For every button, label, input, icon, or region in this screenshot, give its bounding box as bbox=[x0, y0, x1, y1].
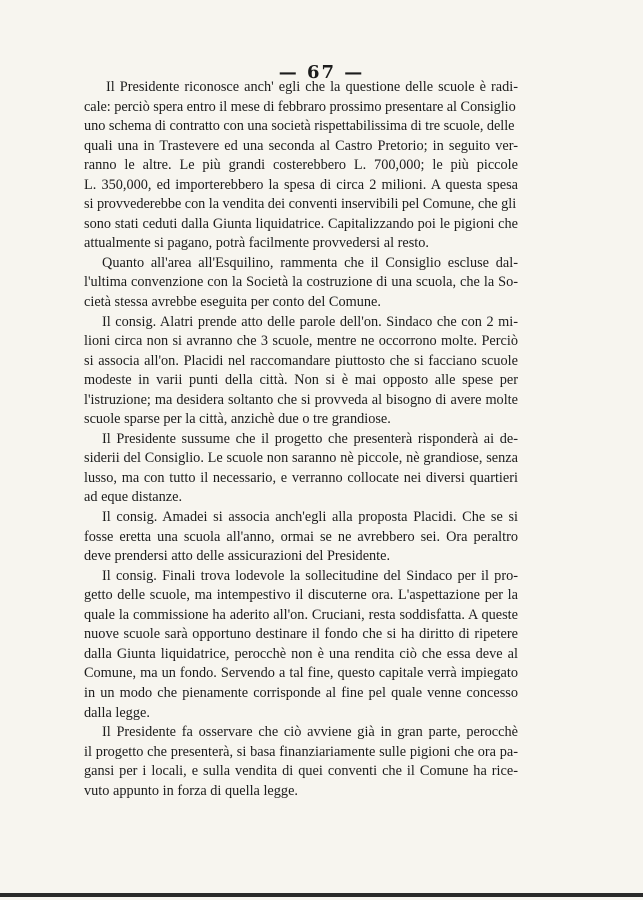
text-line: Quanto all'area all'Esquilino, rammenta che il Consiglio escluse dal- bbox=[102, 254, 518, 271]
body-text bbox=[84, 78, 518, 801]
paragraph bbox=[84, 567, 518, 723]
text-line: lusso, ma con tutto il necessario, e verranno collocate nei diversi quartieri bbox=[84, 469, 518, 486]
text-line: ranno le altre. Le più grandi costerebbero L. 700,000; le più piccole bbox=[84, 157, 518, 174]
text-line: sono stati ceduti dalla Giunta liquidatrice. Capitalizzando poi le pigioni che bbox=[84, 215, 518, 232]
text-line: Il Presidente riconosce anch' egli che la questione delle scuole è radi- bbox=[106, 79, 518, 95]
text-line: scuole sparse per la città, anzichè due o tre grandiose. bbox=[84, 411, 391, 428]
text-line: Il Presidente fa osservare che ciò avviene già in gran parte, perocchè bbox=[102, 724, 518, 741]
text-line: fosse eretta una scuola all'anno, ormai se ne avrebbero sei. Ora peraltro bbox=[84, 528, 518, 545]
text-line: Comune, ma un fondo. Servendo a tal fine, questo capitale verrà impiegato bbox=[84, 665, 518, 682]
text-line: deve prendersi atto delle assicurazioni del Presidente. bbox=[84, 548, 391, 565]
text-line: ad eque distanze. bbox=[84, 489, 183, 506]
paragraph bbox=[84, 430, 518, 508]
text-line: Il consig. Amadei si associa anch'egli alla proposta Placidi. Che se si bbox=[102, 509, 518, 526]
text-line: L. 350,000, ed importerebbero la spesa di circa 2 milioni. A questa spesa bbox=[84, 176, 518, 193]
text-line: dalla Giunta liquidatrice, perocchè non è una rendita ciò che essa deve al bbox=[84, 645, 518, 662]
text-line: modeste in varii punti della città. Non si è mai opposto alle spese per bbox=[84, 372, 518, 389]
text-line: uno schema di contratto con una società rispettabilissima di tre scuole, delle bbox=[84, 118, 515, 135]
paragraph bbox=[84, 313, 518, 430]
text-line: cale: perciò spera entro il mese di febbraro prossimo presentare al Consiglio bbox=[84, 98, 516, 115]
text-line: nuove scuole sarà opportuno destinare il fondo che si ha diritto di ripetere bbox=[84, 626, 518, 643]
text-line: quale la commissione ha aderito all'on. Cruciani, resta soddisfatta. A queste bbox=[84, 606, 518, 623]
page-number: — 67 — bbox=[278, 62, 365, 83]
text-line: getto delle scuole, ma intempestivo il discuterne ora. L'aspettazione per la bbox=[84, 587, 518, 604]
paragraph bbox=[84, 723, 518, 801]
bottom-rule bbox=[0, 893, 643, 897]
text-line: siderii del Consiglio. Le scuole non saranno nè piccole, nè grandiose, senza bbox=[84, 450, 518, 467]
text-line: quali una in Trastevere ed una seconda al Castro Pretorio; in seguito ver- bbox=[84, 137, 518, 154]
text-line: cietà stessa avrebbe eseguita per conto del Comune. bbox=[84, 294, 381, 311]
text-line: il progetto che presenterà, si basa finanziariamente sulle pigioni che ora pa- bbox=[84, 743, 518, 760]
text-line: si provvederebbe con la vendita dei conventi inservibili pel Comune, che gli bbox=[84, 196, 517, 213]
text-line: Il Presidente sussume che il progetto che presenterà risponderà ai de- bbox=[102, 430, 518, 447]
paragraph bbox=[84, 254, 518, 313]
text-line: gansi per i locali, e sulla vendita di quei conventi che il Comune ha rice- bbox=[84, 763, 518, 780]
text-line: lioni circa non si avranno che 3 scuole, mentre ne occorrono molte. Perciò bbox=[84, 333, 518, 350]
text-line: dalla legge. bbox=[84, 704, 150, 721]
text-line: vuto appunto in forza di quella legge. bbox=[84, 782, 298, 799]
text-line: l'ultima convenzione con la Società la costruzione di una scuola, che la So- bbox=[84, 274, 518, 291]
text-line: l'istruzione; ma desidera soltanto che si provveda al bisogno di avere molte bbox=[84, 391, 518, 408]
text-line: attualmente si pagano, potrà facilmente provvedersi al resto. bbox=[84, 235, 429, 252]
text-line: Il consig. Alatri prende atto delle parole dell'on. Sindaco che con 2 mi- bbox=[102, 313, 518, 330]
text-line: in un modo che pienamente corrisponde al fine pel quale venne concesso bbox=[84, 684, 518, 701]
text-line: si associa all'on. Placidi nel raccomandare piuttosto che si facciano scuole bbox=[84, 352, 518, 369]
paragraph bbox=[84, 508, 518, 567]
paragraph bbox=[84, 78, 518, 254]
text-line: Il consig. Finali trova lodevole la sollecitudine del Sindaco per il pro- bbox=[102, 567, 518, 584]
